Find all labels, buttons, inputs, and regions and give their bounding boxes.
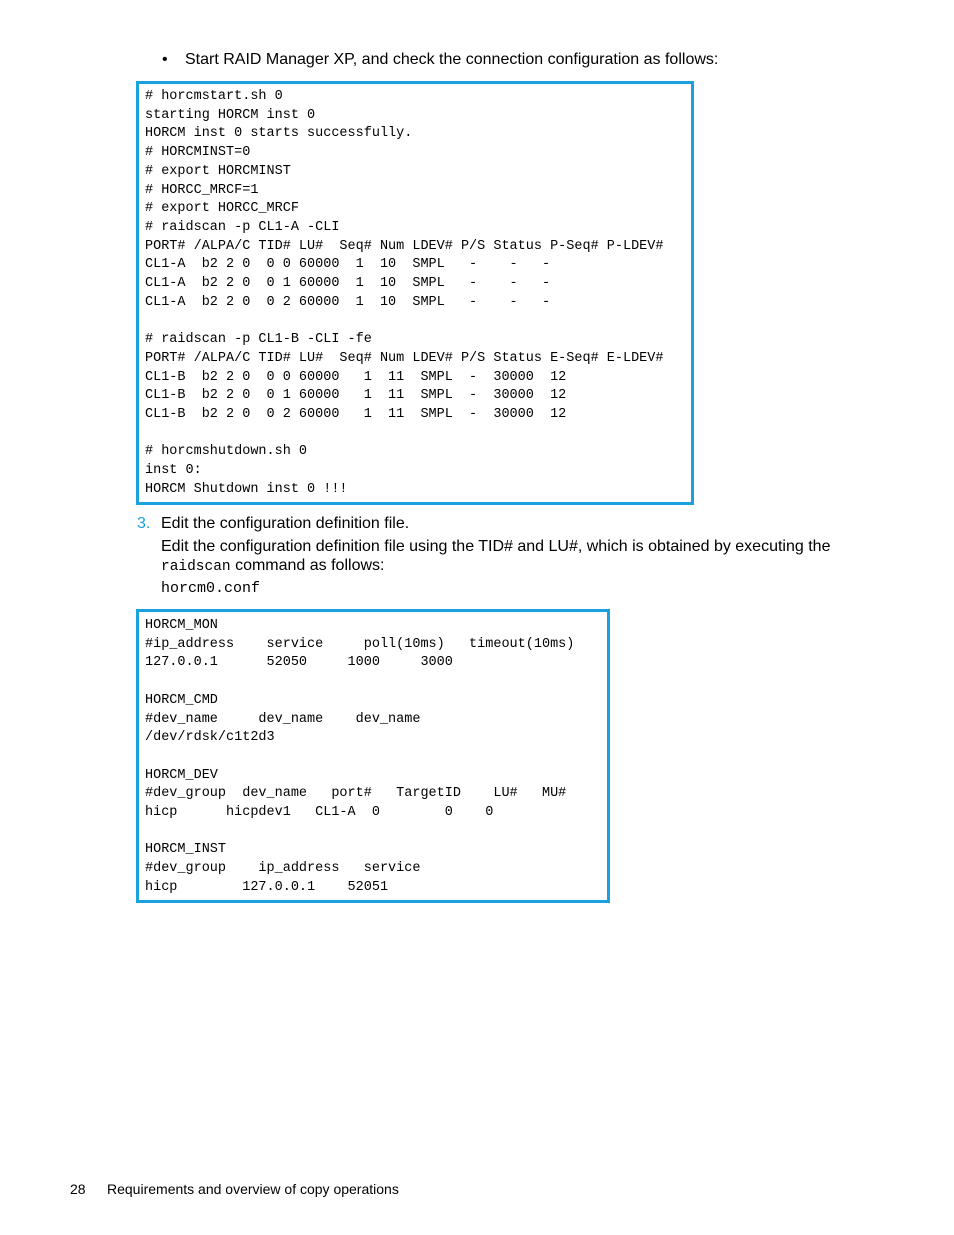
page-number: 28 xyxy=(70,1181,86,1197)
step-description-rest: command as follows: xyxy=(230,557,385,574)
code-block-2-text: HORCM_MON #ip_address service poll(10ms) timeout(10ms) 127.0.0.1 52050 1000 3000 HORCM_CMD #dev_name dev_name dev_name /dev/rdsk/c1t2d3 HORCM_DEV #dev_group dev_name port# TargetID LU# MU# hicp hicpdev1 CL1-A 0 0 0 HORCM_INST #dev_group ip_address service hicp 127.0.0.1 52051 xyxy=(145,618,575,895)
step-number: 3. xyxy=(137,515,151,532)
step-description-line-1: Edit the configuration definition file using the TID# and LU#, which is obtained by executing the xyxy=(161,538,831,555)
bullet-text: Start RAID Manager XP, and check the connection configuration as follows: xyxy=(185,51,719,68)
step-description-line-2 xyxy=(161,556,384,577)
code-block-raidscan-output xyxy=(136,81,694,505)
code-block-horcm-conf xyxy=(136,609,610,903)
inline-command: raidscan xyxy=(161,559,231,575)
code-block-1-text: # horcmstart.sh 0 starting HORCM inst 0 HORCM inst 0 starts successfully. # HORCMINST=0 # export HORCMINST # HORCC_MRCF=1 # export HORCC_MRCF # raidscan -p CL1-A -CLI PORT# /ALPA/C TID# LU# Seq# Num LDEV# P/S Status P-Seq# P-LDEV# CL1-A b2 2 0 0 0 60000 1 10 SMPL - - - CL1-A b2 2 0 0 1 60000 1 10 SMPL - - - CL1-A b2 2 0 0 2 60000 1 10 SMPL - - - # raidscan -p CL1-B -CLI -fe PORT# /ALPA/C TID# LU# Seq# Num LDEV# P/S Status E-Seq# E-LDEV# CL1-B b2 2 0 0 0 60000 1 11 SMPL - 30000 12 CL1-B b2 2 0 0 1 60000 1 11 SMPL - 30000 12 CL1-B b2 2 0 0 2 60000 1 11 SMPL - 30000 12 # horcmshutdown.sh 0 inst 0: HORCM Shutdown inst 0 !!! xyxy=(145,89,664,497)
footer-title: Requirements and overview of copy operations xyxy=(107,1181,399,1197)
step-title: Edit the configuration definition file. xyxy=(161,515,410,532)
bullet-symbol: • xyxy=(162,51,168,68)
config-filename: horcm0.conf xyxy=(161,580,261,597)
